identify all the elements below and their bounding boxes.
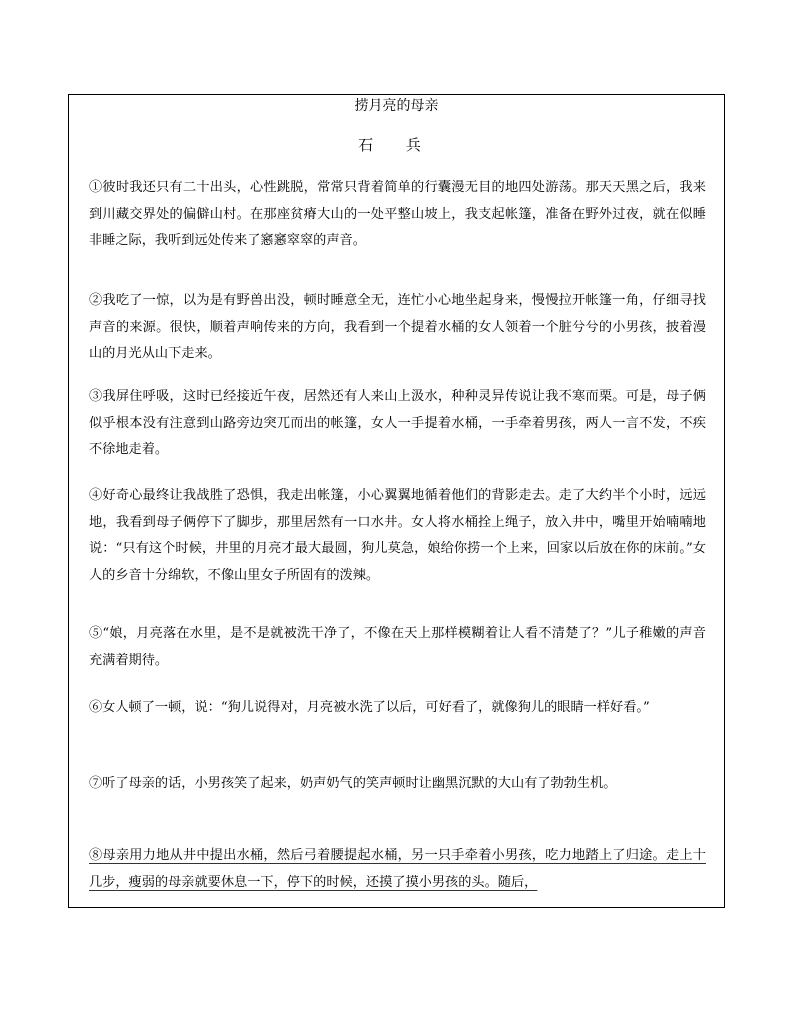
paragraph-2: ②我吃了一惊，以为是有野兽出没，顿时睡意全无，连忙小心地坐起身来，慢慢拉开帐篷一角，仔细寻找声音的来源。很快，顺着声响传来的方向，我看到一个提着水桶的女人领着一个脏兮兮的小男孩，披着漫山的月光从山下走来。 <box>89 293 706 361</box>
article-frame <box>68 94 725 908</box>
paragraph-3: ③我屏住呼吸，这时已经接近午夜，居然还有人来山上汲水，种种灵异传说让我不寒而栗。可是，母子俩似乎根本没有注意到山路旁边突兀而出的帐篷，女人一手提着水桶，一手牵着男孩，两人一言不发，不疾不徐地走着。 <box>89 389 706 457</box>
paragraph-6: ⑥女人顿了一顿，说：“狗儿说得对，月亮被水洗了以后，可好看了，就像狗儿的眼睛一样好看。” <box>89 700 650 715</box>
paragraph-4: ④好奇心最终让我战胜了恐惧，我走出帐篷，小心翼翼地循着他们的背影走去。走了大约半个小时，远远地，我看到母子俩停下了脚步，那里居然有一口水井。女人将水桶拴上绳子，放入井中，嘴里开始喃喃地说：“只有这个时候，井里的月亮才最大最圆，狗儿莫急，娘给你捞一个上来，回家以后放在你的床前。”女人的乡音十分绵软，不像山里女子所固有的泼辣。 <box>89 488 706 583</box>
paragraph-1: ①彼时我还只有二十出头，心性跳脱，常常只背着简单的行囊漫无目的地四处游荡。那天天黑之后，我来到川藏交界处的偏僻山村。在那座贫瘠大山的一处平整山坡上，我支起帐篷，准备在野外过夜，就在似睡非睡之际，我听到远处传来了窸窸窣窣的声音。 <box>89 180 706 248</box>
paragraph-8: ⑧母亲用力地从井中提出水桶，然后弓着腰提起水桶，另一只手牵着小男孩，吃力地踏上了归途。走上十几步，瘦弱的母亲就要休息一下，停下的时候，还摸了摸小男孩的头。随后， <box>89 848 706 890</box>
article-title: 捞月亮的母亲 <box>354 98 439 114</box>
paragraph-5: ⑤“娘，月亮落在水里，是不是就被洗干净了，不像在天上那样模糊着让人看不清楚了？”儿子稚嫩的声音充满着期待。 <box>89 626 706 668</box>
article-author: 石 兵 <box>358 136 435 154</box>
paragraph-7: ⑦听了母亲的话，小男孩笑了起来，奶声奶气的笑声顿时让幽黑沉默的大山有了勃勃生机。 <box>89 776 617 791</box>
